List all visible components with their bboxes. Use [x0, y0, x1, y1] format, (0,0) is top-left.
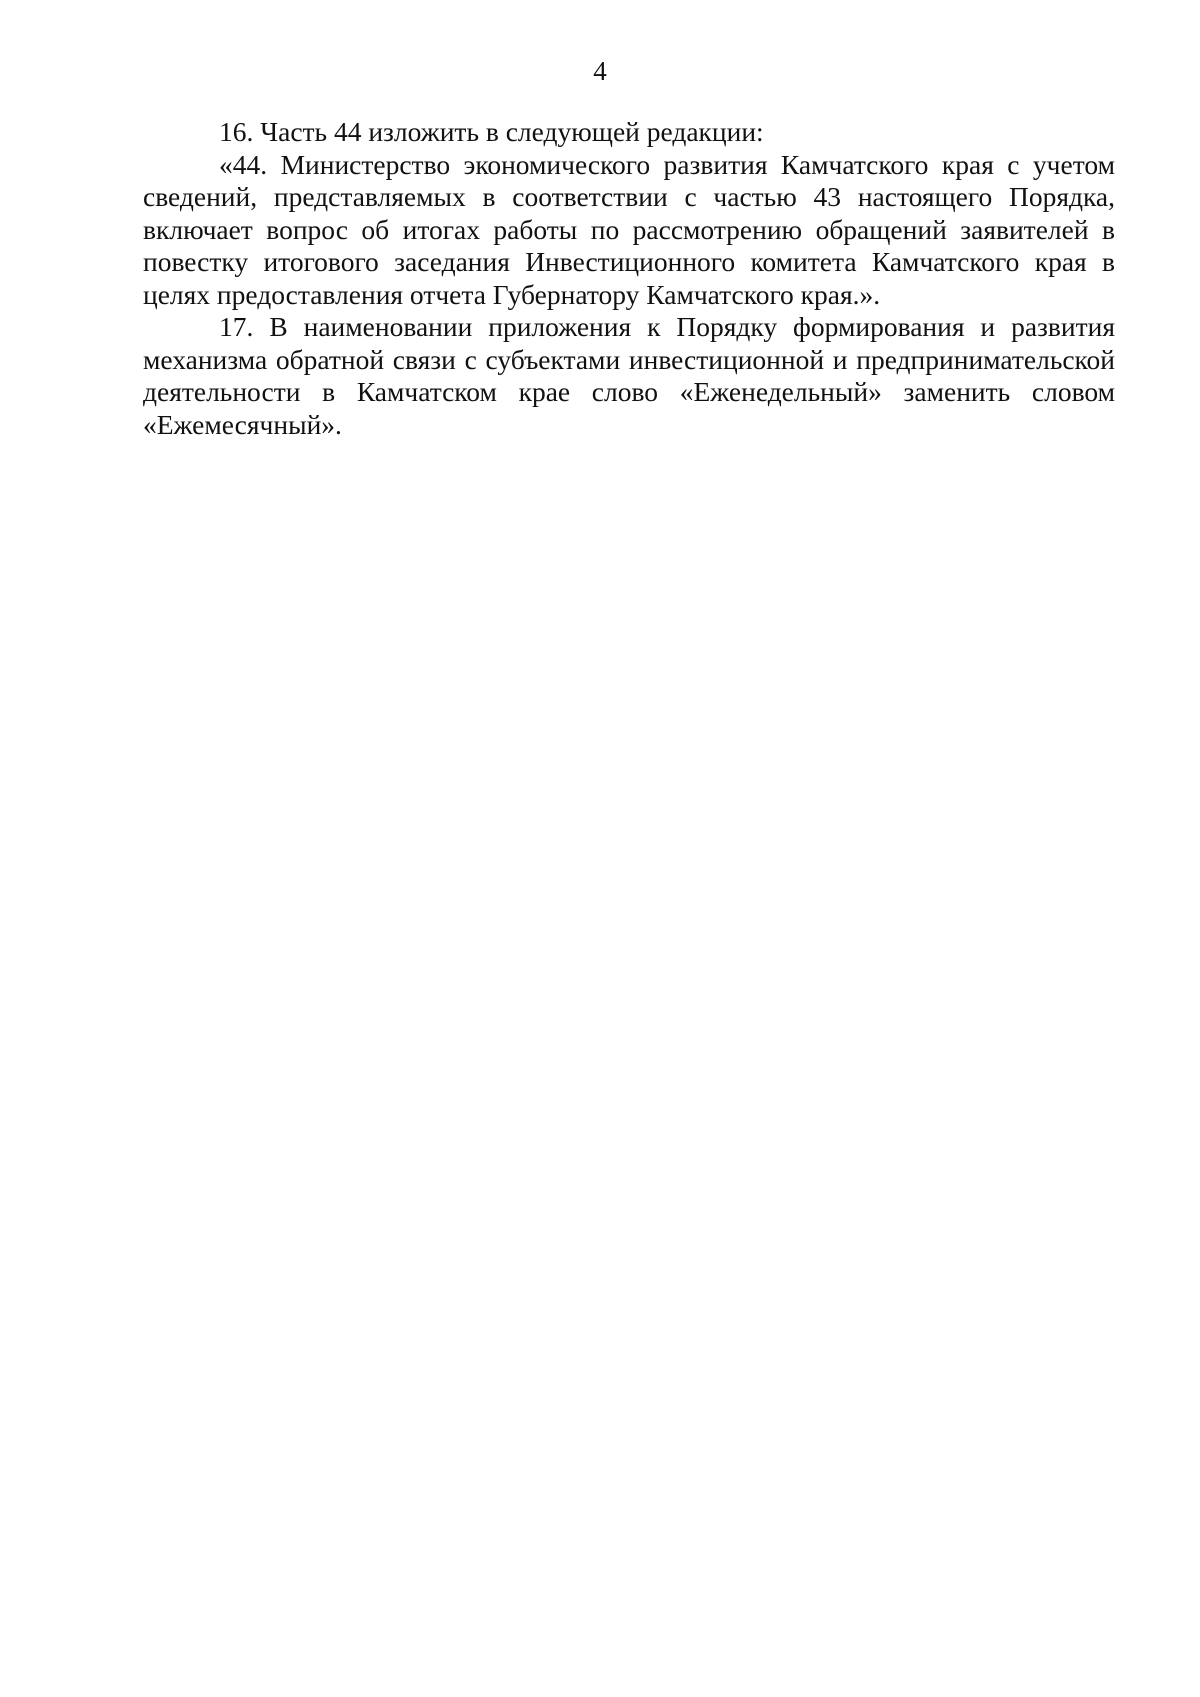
paragraph-44-quote: «44. Министерство экономического развития Камчатского края с учетом сведений, представляемых в соответствии с частью 43 настоящего Порядка, включает вопрос об итогах работы по рассмотрению обращений заявителей в повестку итогового заседания Инвестиционного комитета Камчатского края в целях предоставления отчета Губернатору Камчатского края.».: [143, 148, 1115, 310]
paragraph-16: 16. Часть 44 изложить в следующей редакции:: [219, 116, 764, 147]
page-number: 4: [593, 56, 607, 86]
paragraph-17: 17. В наименовании приложения к Порядку формирования и развития механизма обратной связи с субъектами инвестиционной и предпринимательской деятельности в Камчатском крае слово «Еженедельный» заменить словом «Ежемесячный».: [143, 311, 1115, 440]
document-body: [143, 116, 1115, 441]
